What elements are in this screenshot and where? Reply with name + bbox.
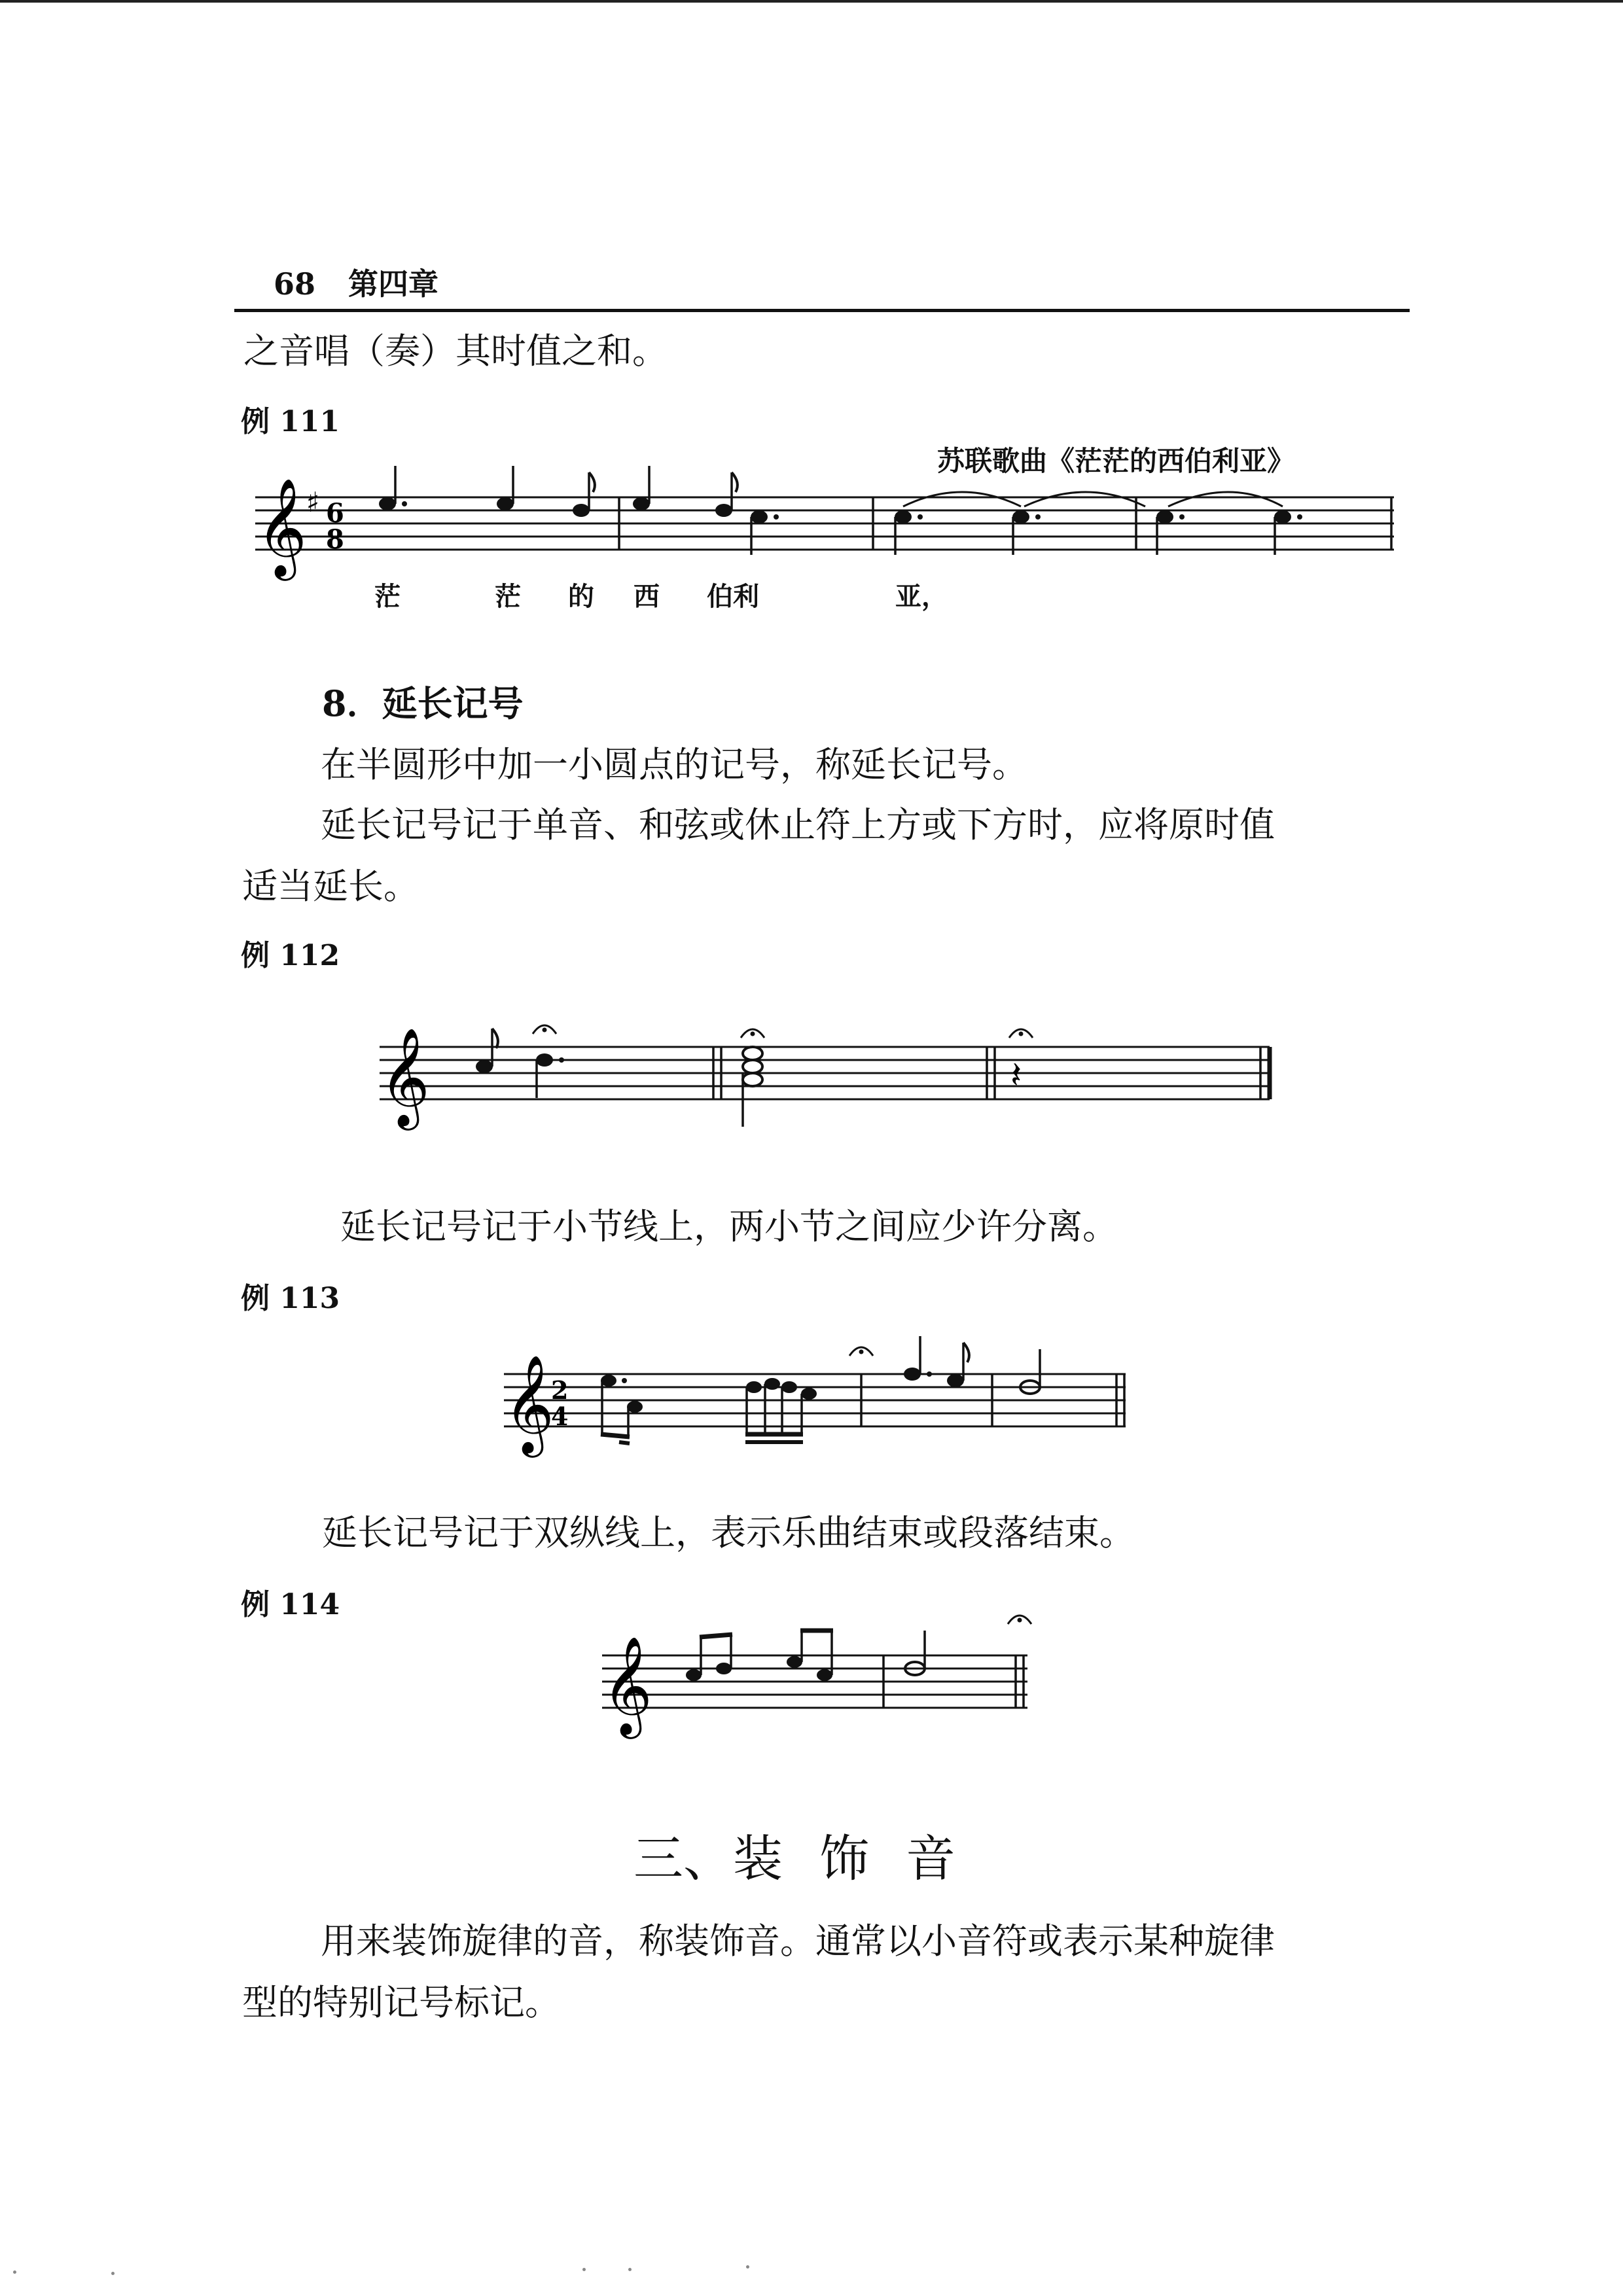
key-sharp-icon: ♯: [306, 486, 320, 518]
section-heading: 8．延长记号: [322, 682, 524, 724]
paragraph: 延长记号记于双纵线上，表示乐曲结束或段落结束。: [322, 1512, 1135, 1553]
example-112-label: 例 112: [241, 939, 340, 972]
lyric: 伯利: [707, 581, 759, 612]
tie: [1024, 492, 1145, 506]
staff-lines: [380, 1047, 1270, 1099]
running-header: [274, 260, 438, 304]
example-114-label: 例 114: [241, 1588, 340, 1621]
lyric: 茫: [495, 581, 521, 612]
paragraph-continuation: 之音唱（奏）其时值之和。: [243, 330, 668, 372]
example-114-staff: [596, 1610, 1054, 1740]
example-113-staff: [497, 1335, 1152, 1466]
fermata-icon: [533, 1025, 556, 1034]
note: [1156, 510, 1185, 555]
header-rule: [234, 309, 1410, 312]
treble-clef-icon: 𝄞: [504, 1354, 554, 1453]
fermata-icon: [849, 1347, 873, 1356]
fermata-icon: [1009, 1029, 1033, 1038]
beamed-notes: [686, 1634, 732, 1681]
top-border: [0, 0, 1623, 3]
section-title: [633, 1819, 955, 1890]
example-111-label: 例 111: [241, 405, 340, 438]
example-112-staff: [366, 1008, 1283, 1139]
example-111-staff: [236, 451, 1414, 582]
note: [536, 1053, 564, 1098]
treble-clef-icon: 𝄞: [257, 477, 307, 576]
staff-lines: [255, 497, 1394, 550]
section-title-part: 音: [906, 1829, 955, 1888]
staff-lines: [602, 1655, 1027, 1708]
scan-speck: [13, 2270, 16, 2274]
time-sig-top: 6: [326, 498, 344, 529]
treble-clef-icon: 𝄞: [602, 1635, 652, 1735]
time-sig-bottom: 4: [551, 1402, 569, 1431]
note: [751, 510, 779, 555]
tie: [903, 492, 1021, 506]
beamed-notes: [601, 1375, 643, 1443]
lyric: 茫: [374, 581, 401, 612]
note: [947, 1343, 969, 1387]
note: [1012, 510, 1041, 555]
paragraph: 适当延长。: [242, 866, 419, 907]
example-113-label: 例 113: [241, 1282, 340, 1315]
paragraph: 延长记号记于小节线上，两小节之间应少许分离。: [340, 1206, 1118, 1247]
fermata-icon: [1008, 1616, 1031, 1624]
lyric: 亚，: [895, 581, 948, 612]
chapter-title: 第四章: [348, 266, 439, 302]
scan-speck: [746, 2265, 749, 2269]
example-111-source: 苏联歌曲《茫茫的西伯利亚》: [937, 445, 1295, 477]
time-sig-top: 2: [551, 1375, 569, 1405]
scan-speck: [628, 2268, 632, 2271]
scan-speck: [582, 2268, 586, 2271]
paragraph: 用来装饰旋律的音，称装饰音。通常以小音符或表示某种旋律: [321, 1920, 1275, 1962]
fermata-icon: [741, 1029, 764, 1038]
tie: [1168, 492, 1283, 506]
time-sig-bottom: 8: [326, 524, 344, 555]
paragraph: 延长记号记于单音、和弦或休止符上方或下方时，应将原时值: [321, 804, 1275, 845]
note: [476, 1029, 498, 1073]
paragraph: 型的特别记号标记。: [242, 1982, 560, 2023]
section-title-part: 饰: [819, 1829, 869, 1888]
note: [904, 1336, 932, 1381]
note: [497, 466, 514, 510]
note: [1274, 510, 1302, 555]
scan-speck: [111, 2272, 115, 2275]
lyric: 的: [568, 581, 594, 612]
treble-clef-icon: 𝄞: [380, 1027, 430, 1126]
section-title-part: 三、装: [633, 1829, 783, 1888]
note: [379, 466, 407, 510]
lyric: 西: [633, 581, 660, 612]
quarter-rest-icon: 𝄽: [1010, 1054, 1022, 1097]
page-number: 68: [274, 266, 316, 302]
paragraph: 在半圆形中加一小圆点的记号，称延长记号。: [321, 744, 1027, 785]
note: [633, 466, 650, 510]
note: [895, 510, 923, 555]
